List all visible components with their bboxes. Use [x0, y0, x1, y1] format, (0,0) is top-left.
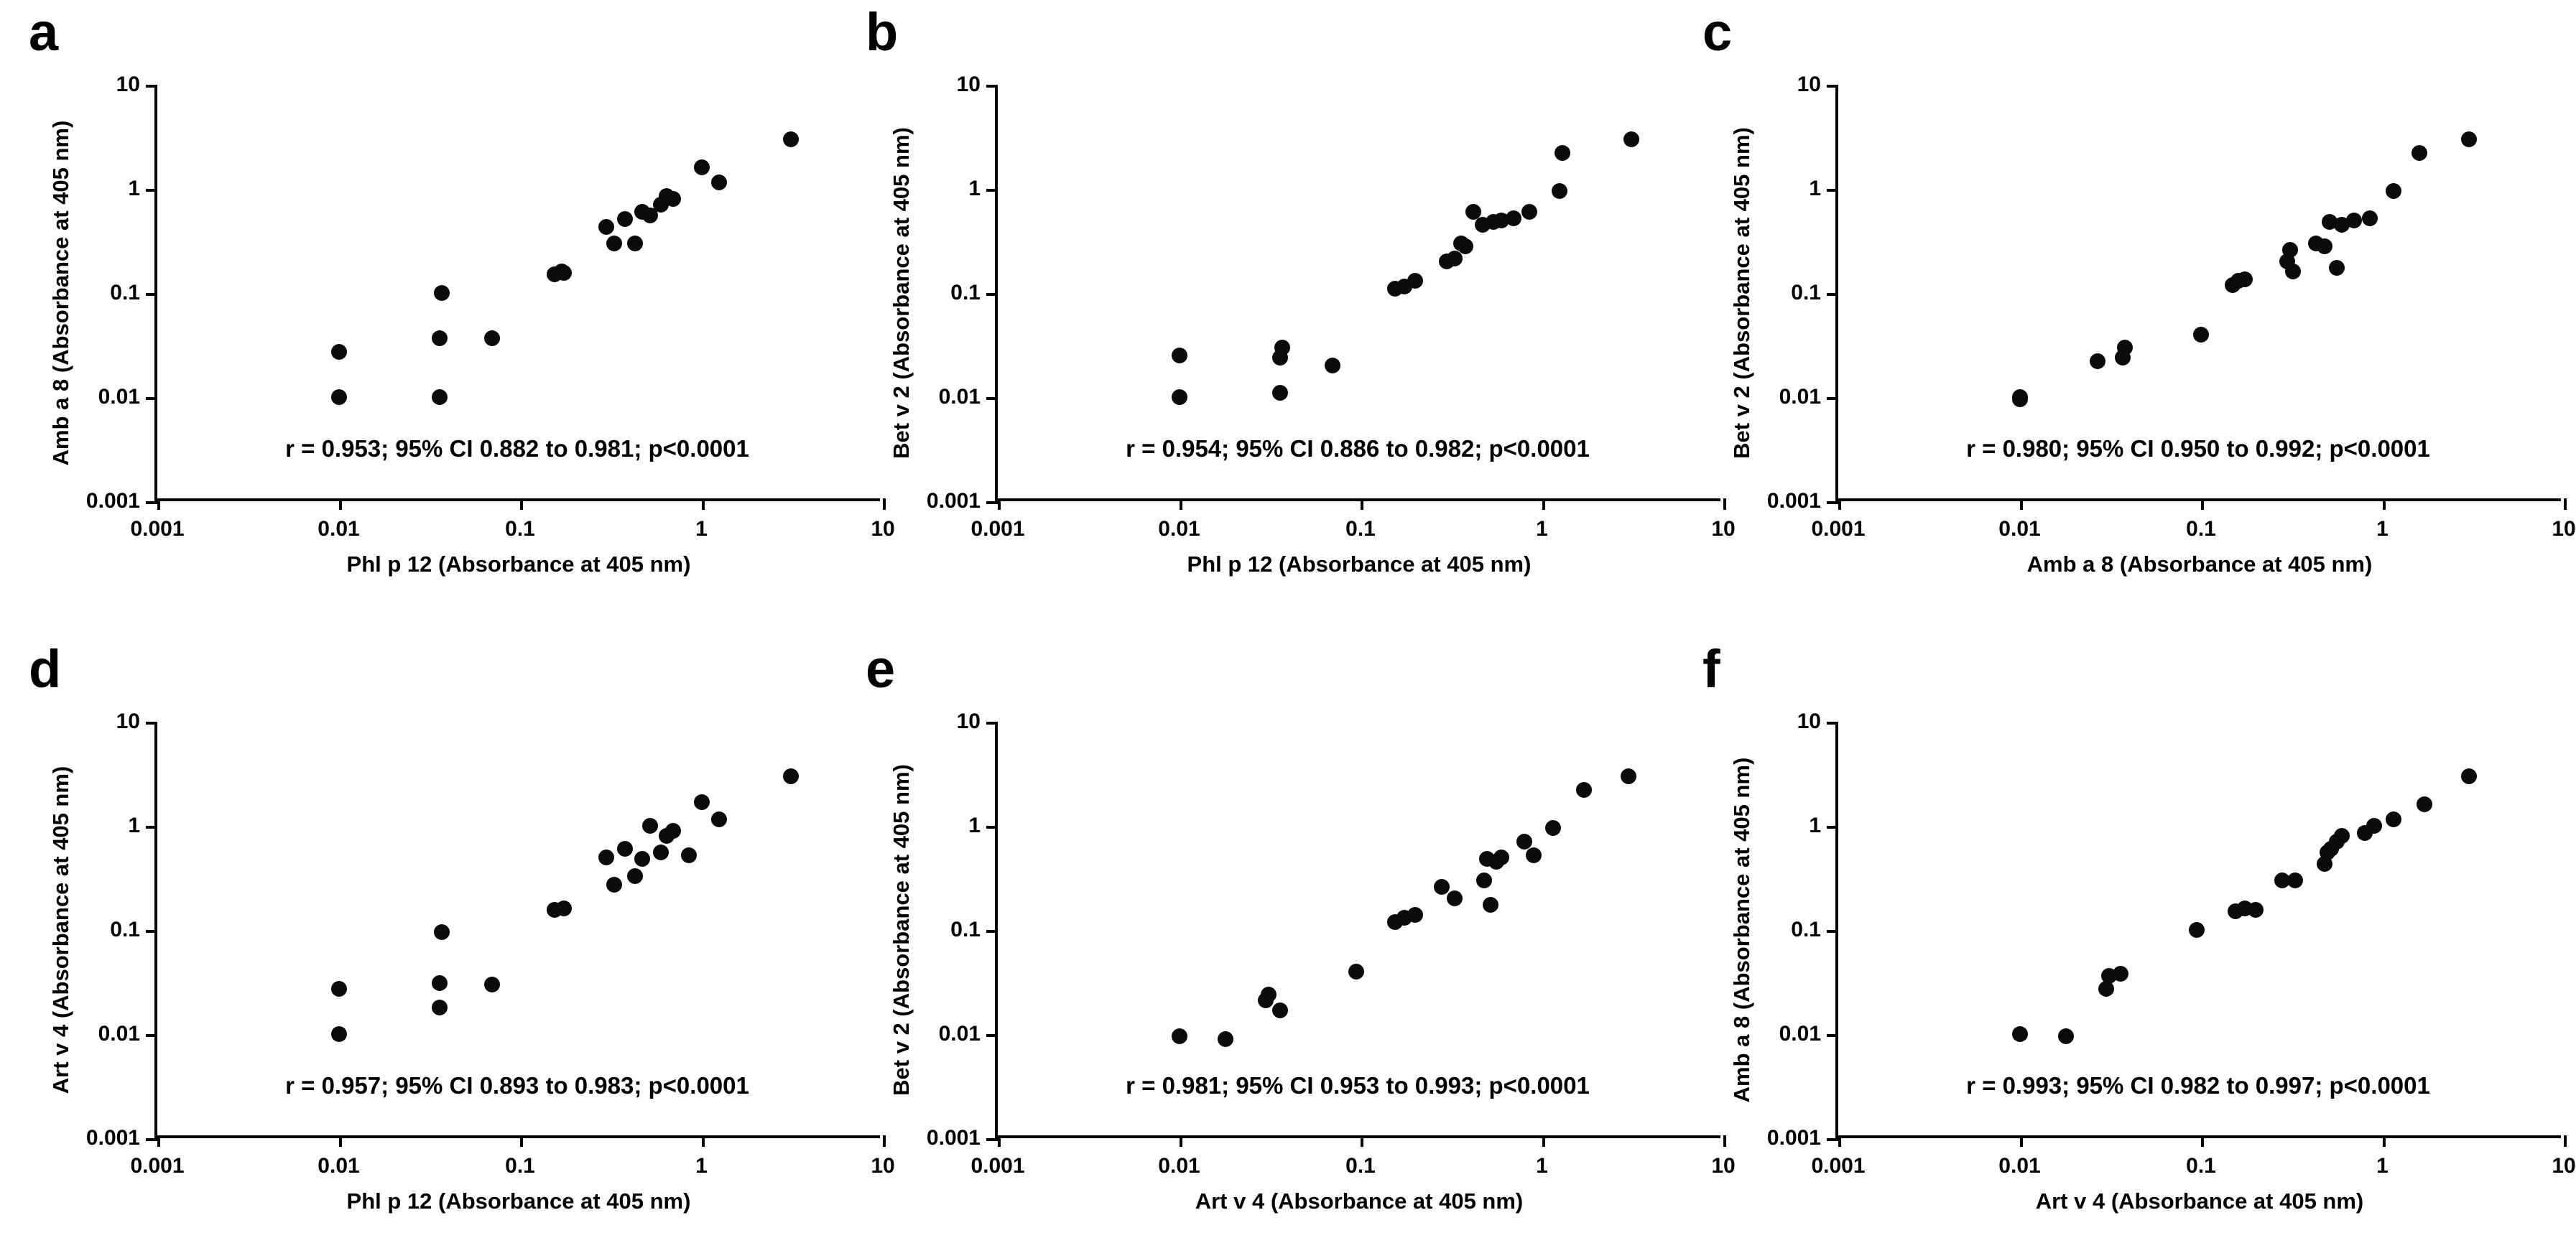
panel-letter-c: c	[1702, 2, 1733, 62]
x-tick-label: 1	[695, 517, 708, 541]
y-tick-mark	[1827, 1138, 1838, 1141]
x-tick-mark	[2201, 1135, 2204, 1147]
panel-letter-f: f	[1702, 639, 1720, 699]
x-tick-label: 0.1	[505, 517, 535, 541]
data-point	[1172, 1028, 1187, 1044]
data-point	[1272, 385, 1288, 401]
data-point	[2285, 264, 2301, 279]
x-tick-mark	[2383, 498, 2386, 510]
x-tick-label: 0.001	[970, 517, 1025, 541]
y-axis-title: Bet v 2 (Absorbance at 405 nm)	[889, 127, 914, 459]
data-point	[2317, 238, 2332, 254]
x-axis-title: Art v 4 (Absorbance at 405 nm)	[2035, 1188, 2364, 1214]
data-point	[598, 219, 614, 235]
x-tick-mark	[883, 1135, 886, 1147]
data-point	[1623, 131, 1639, 147]
x-tick-mark	[157, 1135, 160, 1147]
data-point	[1555, 145, 1570, 161]
data-point	[665, 191, 681, 207]
y-tick-mark	[146, 85, 157, 88]
x-tick-mark	[702, 1135, 705, 1147]
x-tick-label: 0.01	[1998, 1154, 2041, 1178]
y-tick-label: 0.1	[950, 281, 981, 304]
x-tick-label: 0.001	[1811, 517, 1866, 541]
y-tick-mark	[146, 1034, 157, 1037]
data-point	[331, 389, 347, 405]
y-tick-label: 1	[968, 814, 981, 837]
data-point	[2329, 260, 2345, 276]
x-tick-label: 1	[1536, 517, 1548, 541]
y-tick-label: 10	[956, 709, 981, 733]
data-point	[2012, 391, 2028, 407]
data-point	[484, 330, 500, 346]
data-point	[2117, 340, 2133, 355]
x-tick-mark	[1542, 498, 1545, 510]
data-point	[1348, 964, 1364, 980]
data-point	[2237, 271, 2253, 287]
y-tick-mark	[146, 397, 157, 400]
data-point	[2411, 145, 2427, 161]
y-tick-mark	[986, 397, 998, 400]
correlation-annotation-c: r = 0.980; 95% CI 0.950 to 0.992; p<0.0001	[1966, 435, 2430, 462]
data-point	[1218, 1031, 1233, 1047]
data-point	[434, 924, 450, 940]
y-tick-label: 10	[956, 73, 981, 96]
y-tick-label: 1	[968, 177, 981, 200]
data-point	[598, 850, 614, 865]
data-point	[432, 330, 448, 346]
data-point	[2193, 327, 2209, 343]
data-point	[653, 845, 669, 860]
data-point	[2461, 768, 2477, 784]
data-point	[783, 131, 799, 147]
data-point	[2282, 242, 2298, 258]
x-tick-label: 0.01	[1158, 517, 1200, 541]
y-tick-label: 10	[1797, 73, 1821, 96]
y-tick-label: 0.001	[926, 1126, 981, 1150]
x-tick-label: 10	[2552, 1154, 2576, 1178]
data-point	[331, 344, 347, 360]
data-point	[1483, 897, 1498, 913]
data-point	[1521, 204, 1537, 220]
data-point	[1325, 358, 1340, 373]
x-tick-mark	[157, 498, 160, 510]
data-point	[2334, 828, 2350, 844]
x-axis-title: Phl p 12 (Absorbance at 405 nm)	[346, 552, 691, 577]
y-tick-label: 1	[128, 177, 140, 200]
data-point	[1447, 251, 1463, 266]
x-tick-label: 0.01	[1998, 517, 2041, 541]
x-tick-mark	[2201, 498, 2204, 510]
data-point	[1621, 768, 1636, 784]
correlation-annotation-a: r = 0.953; 95% CI 0.882 to 0.981; p<0.0001	[285, 435, 749, 462]
y-tick-mark	[1827, 1034, 1838, 1037]
data-point	[617, 841, 633, 857]
x-tick-label: 1	[695, 1154, 708, 1178]
y-tick-label: 0.1	[110, 281, 140, 304]
y-tick-label: 1	[1809, 814, 1821, 837]
x-tick-label: 0.001	[130, 517, 185, 541]
x-tick-mark	[1180, 498, 1182, 510]
y-axis-title: Bet v 2 (Absorbance at 405 nm)	[1729, 127, 1754, 459]
x-tick-label: 0.1	[1345, 1154, 1376, 1178]
data-point	[2058, 1028, 2074, 1044]
x-tick-label: 10	[1711, 517, 1736, 541]
data-point	[606, 236, 622, 251]
data-point	[434, 285, 450, 301]
data-point	[1172, 348, 1187, 363]
data-point	[432, 389, 448, 405]
x-tick-mark	[2564, 1135, 2567, 1147]
data-point	[1493, 850, 1509, 865]
y-tick-mark	[986, 722, 998, 725]
data-point	[627, 868, 643, 884]
y-tick-label: 1	[1809, 177, 1821, 200]
data-point	[2346, 213, 2362, 228]
y-tick-mark	[986, 1034, 998, 1037]
correlation-annotation-e: r = 0.981; 95% CI 0.953 to 0.993; p<0.0001	[1126, 1072, 1590, 1099]
data-point	[556, 901, 572, 916]
data-point	[1526, 847, 1542, 863]
y-tick-label: 0.001	[1766, 489, 1821, 513]
y-tick-mark	[986, 293, 998, 296]
data-point	[1407, 907, 1423, 923]
y-tick-mark	[1827, 930, 1838, 933]
x-tick-mark	[1180, 1135, 1182, 1147]
x-tick-mark	[339, 1135, 342, 1147]
y-axis-title: Amb a 8 (Absorbance at 405 nm)	[48, 120, 73, 466]
x-tick-label: 1	[2376, 1154, 2389, 1178]
y-tick-mark	[986, 189, 998, 192]
x-axis-title: Amb a 8 (Absorbance at 405 nm)	[2026, 552, 2373, 577]
x-tick-mark	[1838, 498, 1841, 510]
y-tick-label: 0.001	[926, 489, 981, 513]
data-point	[2386, 183, 2401, 199]
data-point	[556, 265, 572, 281]
data-point	[2386, 811, 2401, 827]
x-tick-mark	[520, 498, 523, 510]
data-point	[331, 1026, 347, 1042]
y-tick-mark	[146, 1138, 157, 1141]
y-tick-label: 10	[1797, 709, 1821, 733]
data-point	[665, 823, 681, 839]
data-point	[1434, 879, 1450, 895]
y-tick-mark	[1827, 85, 1838, 88]
x-tick-mark	[339, 498, 342, 510]
y-tick-label: 0.001	[85, 489, 140, 513]
data-point	[617, 211, 633, 227]
y-tick-label: 0.01	[1779, 1022, 1821, 1046]
panel-letter-b: b	[866, 2, 899, 62]
y-tick-label: 0.01	[938, 1022, 981, 1046]
y-axis-title: Bet v 2 (Absorbance at 405 nm)	[889, 764, 914, 1096]
data-point	[1576, 782, 1592, 798]
y-tick-label: 0.01	[98, 1022, 140, 1046]
y-tick-mark	[986, 1138, 998, 1141]
y-tick-label: 0.001	[1766, 1126, 1821, 1150]
y-tick-mark	[146, 189, 157, 192]
y-tick-mark	[146, 293, 157, 296]
data-point	[1458, 238, 1473, 254]
data-point	[432, 1000, 448, 1015]
x-tick-mark	[2564, 498, 2567, 510]
x-tick-label: 1	[1536, 1154, 1548, 1178]
x-tick-label: 10	[871, 1154, 895, 1178]
x-tick-mark	[1542, 1135, 1545, 1147]
y-tick-mark	[986, 85, 998, 88]
y-tick-mark	[1827, 189, 1838, 192]
panel-letter-e: e	[866, 639, 896, 699]
data-point	[2287, 873, 2303, 888]
x-tick-label: 0.01	[318, 517, 360, 541]
x-tick-mark	[883, 498, 886, 510]
x-tick-label: 1	[2376, 517, 2389, 541]
data-point	[1261, 987, 1277, 1002]
data-point	[2090, 353, 2105, 369]
x-tick-label: 0.1	[2186, 1154, 2216, 1178]
y-tick-label: 10	[116, 73, 140, 96]
correlation-annotation-b: r = 0.954; 95% CI 0.886 to 0.982; p<0.0001	[1126, 435, 1590, 462]
correlation-annotation-d: r = 0.957; 95% CI 0.893 to 0.983; p<0.0001	[285, 1072, 749, 1099]
x-tick-mark	[998, 1135, 1001, 1147]
data-point	[1545, 820, 1561, 836]
data-point	[2362, 210, 2378, 226]
data-point	[1274, 340, 1290, 355]
x-axis-title: Art v 4 (Absorbance at 405 nm)	[1195, 1188, 1524, 1214]
x-tick-label: 0.01	[1158, 1154, 1200, 1178]
x-tick-mark	[998, 498, 1001, 510]
data-point	[711, 811, 727, 827]
x-tick-label: 10	[2552, 517, 2576, 541]
x-axis-title: Phl p 12 (Absorbance at 405 nm)	[1187, 552, 1532, 577]
y-tick-label: 0.1	[1791, 281, 1821, 304]
data-point	[1506, 210, 1521, 226]
data-point	[634, 851, 650, 867]
y-tick-label: 0.01	[938, 385, 981, 409]
x-tick-label: 0.1	[1345, 517, 1376, 541]
data-point	[1447, 890, 1463, 906]
data-point	[681, 847, 697, 863]
x-tick-mark	[1723, 1135, 1726, 1147]
x-tick-mark	[520, 1135, 523, 1147]
x-tick-mark	[1723, 498, 1726, 510]
x-tick-label: 0.001	[1811, 1154, 1866, 1178]
x-tick-mark	[1361, 498, 1363, 510]
x-tick-mark	[1361, 1135, 1363, 1147]
data-point	[2012, 1026, 2028, 1042]
data-point	[331, 981, 347, 997]
y-tick-label: 10	[116, 709, 140, 733]
y-tick-label: 0.01	[98, 385, 140, 409]
y-tick-mark	[1827, 826, 1838, 829]
data-point	[2113, 966, 2128, 982]
x-tick-label: 0.001	[130, 1154, 185, 1178]
x-tick-label: 0.001	[970, 1154, 1025, 1178]
x-tick-mark	[702, 498, 705, 510]
y-tick-mark	[146, 501, 157, 504]
panel-letter-a: a	[29, 2, 59, 62]
x-tick-mark	[2020, 1135, 2023, 1147]
data-point	[484, 977, 500, 992]
x-tick-label: 10	[871, 517, 895, 541]
y-tick-label: 0.01	[1779, 385, 1821, 409]
y-tick-mark	[1827, 397, 1838, 400]
x-tick-label: 0.1	[505, 1154, 535, 1178]
data-point	[694, 794, 710, 810]
data-point	[627, 236, 643, 251]
panel-letter-d: d	[29, 639, 62, 699]
y-tick-mark	[1827, 501, 1838, 504]
x-tick-mark	[1838, 1135, 1841, 1147]
data-point	[432, 975, 448, 991]
data-point	[2189, 922, 2205, 938]
x-tick-label: 0.1	[2186, 517, 2216, 541]
y-axis-title: Art v 4 (Absorbance at 405 nm)	[48, 766, 73, 1094]
x-axis-title: Phl p 12 (Absorbance at 405 nm)	[346, 1188, 691, 1214]
x-tick-mark	[2020, 498, 2023, 510]
y-axis-title: Amb a 8 (Absorbance at 405 nm)	[1729, 757, 1754, 1103]
y-tick-label: 0.1	[1791, 918, 1821, 941]
y-tick-mark	[986, 930, 998, 933]
y-tick-mark	[146, 722, 157, 725]
y-tick-mark	[146, 826, 157, 829]
data-point	[1272, 1002, 1288, 1018]
y-tick-mark	[986, 826, 998, 829]
data-point	[711, 175, 727, 190]
data-point	[642, 818, 658, 834]
y-tick-mark	[1827, 722, 1838, 725]
data-point	[2417, 796, 2432, 812]
data-point	[1476, 873, 1492, 888]
data-point	[783, 768, 799, 784]
y-tick-mark	[986, 501, 998, 504]
data-point	[1172, 389, 1187, 405]
y-tick-label: 0.1	[950, 918, 981, 941]
x-tick-label: 0.01	[318, 1154, 360, 1178]
y-tick-mark	[1827, 293, 1838, 296]
data-point	[2366, 818, 2382, 834]
x-tick-label: 10	[1711, 1154, 1736, 1178]
data-point	[694, 159, 710, 175]
data-point	[1407, 273, 1423, 289]
data-point	[606, 877, 622, 893]
data-point	[2248, 902, 2264, 918]
y-tick-mark	[146, 930, 157, 933]
data-point	[2461, 131, 2477, 147]
data-point	[1552, 183, 1567, 199]
correlation-annotation-f: r = 0.993; 95% CI 0.982 to 0.997; p<0.0001	[1966, 1072, 2430, 1099]
x-tick-mark	[2383, 1135, 2386, 1147]
y-tick-label: 0.001	[85, 1126, 140, 1150]
y-tick-label: 1	[128, 814, 140, 837]
y-tick-label: 0.1	[110, 918, 140, 941]
